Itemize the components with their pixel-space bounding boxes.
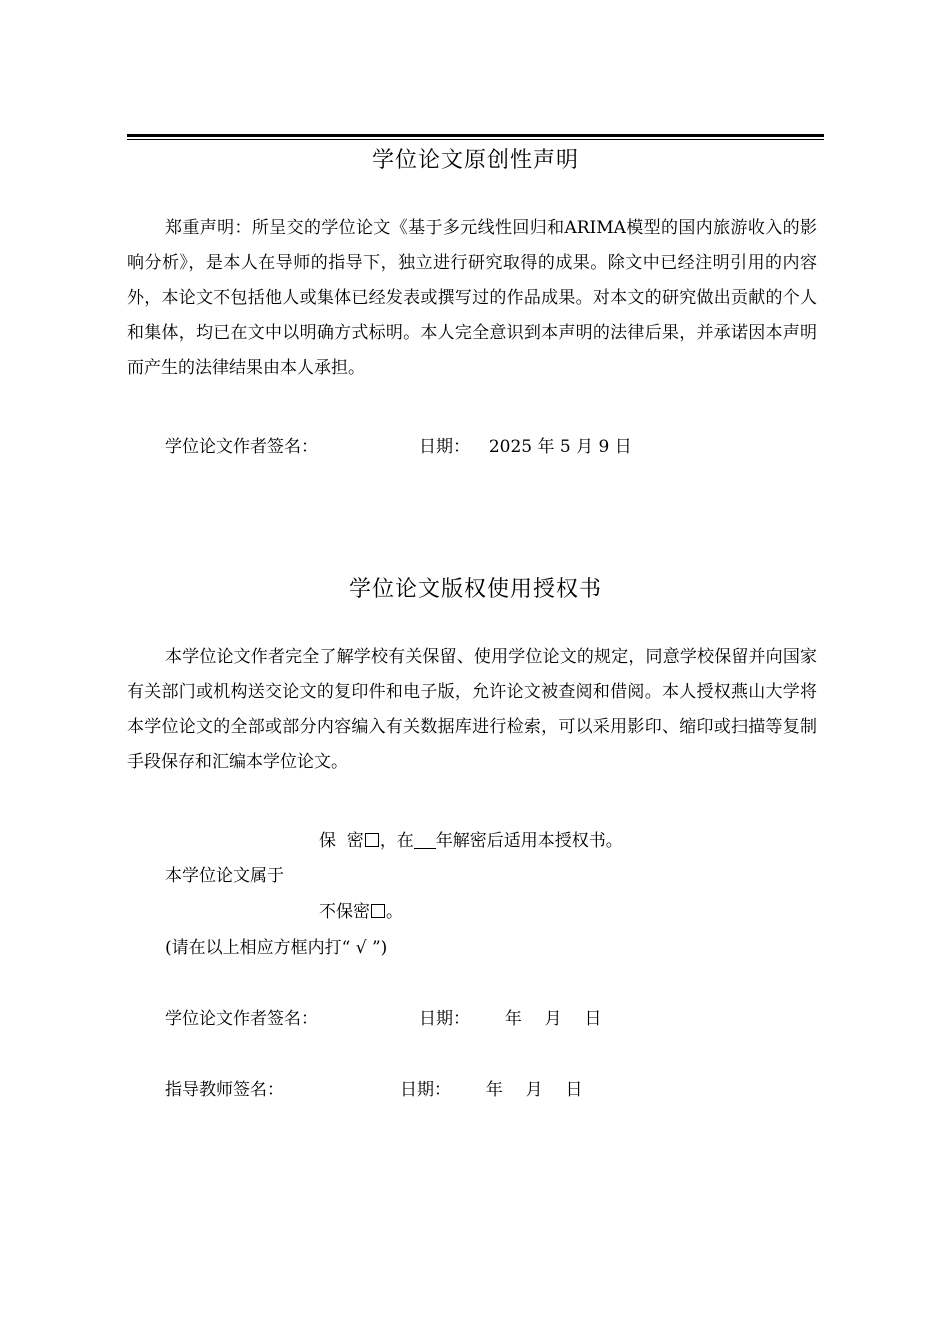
declaration-date-label: 日期：	[419, 437, 470, 457]
author-date-month: 月	[544, 1009, 562, 1029]
advisor-date	[400, 1075, 582, 1100]
option-public-end: 。	[386, 902, 403, 922]
declaration-date	[419, 432, 632, 457]
public-checkbox[interactable]	[371, 904, 385, 918]
advisor-date-month: 月	[525, 1080, 543, 1100]
advisor-date-day: 日	[565, 1080, 583, 1100]
authorization-author-sign-label: 学位论文作者签名：	[165, 1009, 318, 1029]
secret-checkbox[interactable]	[365, 833, 379, 847]
decrypt-year-blank[interactable]	[414, 832, 436, 849]
option-secret-prefix: 保 密	[319, 831, 364, 851]
top-rule-thick	[127, 134, 824, 137]
advisor-sign-label: 指导教师签名：	[165, 1080, 284, 1100]
author-date-day: 日	[584, 1009, 602, 1029]
option-secret	[319, 826, 623, 851]
author-date-year: 年	[504, 1009, 522, 1029]
option-public-label: 不保密	[319, 902, 370, 922]
checkbox-instruction: (请在以上相应方框内打“ √ ”)	[165, 938, 388, 958]
option-secret-suffix-a: ，在	[379, 831, 414, 851]
author-date-label: 日期：	[419, 1009, 470, 1029]
declaration-title: 学位论文原创性声明	[371, 148, 579, 173]
option-public	[319, 897, 403, 922]
authorization-title: 学位论文版权使用授权书	[348, 577, 602, 602]
declaration-date-value: 2025 年 5 月 9 日	[488, 437, 632, 457]
belongs-label: 本学位论文属于	[165, 866, 284, 886]
advisor-date-year: 年	[485, 1080, 503, 1100]
option-secret-suffix-b: 年解密后适用本授权书。	[435, 831, 623, 851]
declaration-body: 郑重声明：所呈交的学位论文《基于多元线性回归和ARIMA模型的国内旅游收入的影响分析》，是本人在导师的指导下，独立进行研究取得的成果。除文中已经注明引用的内容外，本论文不包括他人或集体已经发表或撰写过的作品成果。对本文的研究做出贡献的个人和集体，均已在文中以明确方式标明。本人完全意识到本声明的法律后果，并承诺因本声明而产生的法律结果由本人承担。	[127, 218, 817, 378]
authorization-body: 本学位论文作者完全了解学校有关保留、使用学位论文的规定，同意学校保留并向国家有关部门或机构送交论文的复印件和电子版，允许论文被查阅和借阅。本人授权燕山大学将本学位论文的全部或部分内容编入有关数据库进行检索，可以采用影印、缩印或扫描等复制手段保存和汇编本学位论文。	[127, 647, 817, 772]
declaration-author-sign-label: 学位论文作者签名：	[165, 437, 318, 457]
advisor-date-label: 日期：	[400, 1080, 451, 1100]
author-date	[419, 1004, 601, 1029]
top-rule-thin	[127, 139, 824, 140]
